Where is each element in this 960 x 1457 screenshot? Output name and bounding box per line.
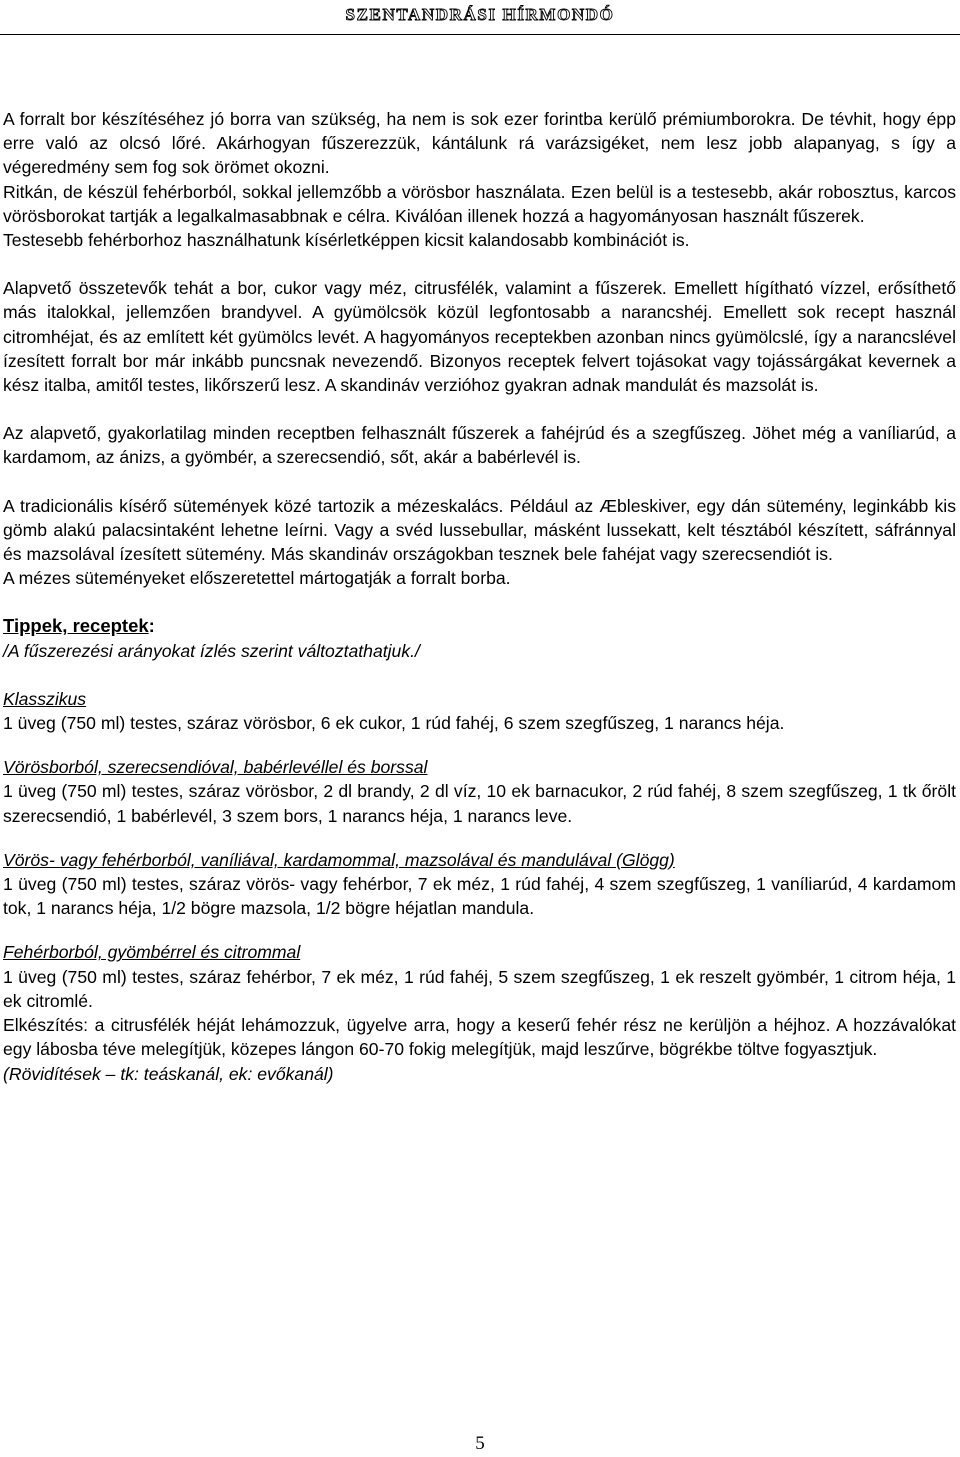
paragraph-white-wine-tip: Testesebb fehérborhoz használhatunk kísérletképpen kicsit kalandosabb kombinációt is. <box>3 230 690 251</box>
tips-note: /A fűszerezési arányokat ízlés szerint változtathatjuk./ <box>3 640 420 661</box>
newspaper-title: SZENTANDRÁSI HÍRMONDÓ <box>345 5 615 24</box>
paragraph-spices: Az alapvető, gyakorlatilag minden receptben felhasznált fűszerek a fahéjrúd és a szegfűszeg. Jöhet még a vaníliarúd, a kardamom, az ánizs, a gyömbér, a szerecsendió, sőt, akár a babérlevél is. <box>3 423 956 468</box>
header-divider <box>0 34 960 35</box>
recipe-ingredients-classic: 1 üveg (750 ml) testes, száraz vörösbor, 6 ek cukor, 1 rúd fahéj, 6 szem szegfűszeg, 1 narancs héja. <box>3 713 785 734</box>
recipe-title-nutmeg: Vörösborból, szerecsendióval, babérlevéllel és borssal <box>3 757 428 778</box>
page-number: 5 <box>475 1433 485 1454</box>
paragraph-pastries: A tradicionális kísérő sütemények közé tartozik a mézeskalács. Például az Æbleskiver, egy dán sütemény, leginkább kis gömb alakú palacsintaként lehetne leírni. Vagy a svéd lussebullar, másként lussekatt, kelt tésztából készített, sáfránnyal és mazsolával ízesített sütemény. Más skandináv országokban tesznek bele fahéjat vagy szerecsendiót is. <box>3 495 956 565</box>
recipe-title-ginger: Fehérborból, gyömbérrel és citrommal <box>3 942 301 963</box>
recipe-title-classic: Klasszikus <box>3 688 87 709</box>
paragraph-ingredients: Alapvető összetevők tehát a bor, cukor vagy méz, citrusfélék, valamint a fűszerek. Emellett hígítható vízzel, erősíthető más italokkal, jellemzően brandyvel. A gyümölcsök közül legfontosabb a narancshéj. Emellett sok recept használ citromhéjat, és az említett két gyümölcs levét. A hagyományos receptekben azonban nincs gyümölcslé, így a narancslével ízesített forralt bor már inkább puncsnak nevezendő. Bizonyos receptek felvert tojásokat vagy tojássárgákat kevernek a kész italba, amitől testes, likőrszerű lesz. A skandináv verzióhoz gyakran adnak mandulát és mazsolát is. <box>3 278 956 396</box>
paragraph-honey-cakes: A mézes süteményeket előszeretettel mártogatják a forralt borba. <box>3 568 511 589</box>
tips-heading <box>3 614 956 638</box>
recipe-title-glogg: Vörös- vagy fehérborból, vaníliával, kardamommal, mazsolával és mandulával (Glögg) <box>3 849 675 870</box>
recipe-ingredients-ginger: 1 üveg (750 ml) testes, száraz fehérbor, 7 ek méz, 1 rúd fahéj, 5 szem szegfűszeg, 1 ek reszelt gyömbér, 1 citrom héja, 1 ek citromlé. <box>3 966 956 1011</box>
abbreviations-note: (Rövidítések – tk: teáskanál, ek: evőkanál) <box>3 1063 334 1084</box>
recipe-ingredients-glogg: 1 üveg (750 ml) testes, száraz vörös- vagy fehérbor, 7 ek méz, 1 rúd fahéj, 4 szem szegfűszeg, 1 vaníliarúd, 4 kardamom tok, 1 narancs héja, 1/2 bögre mazsola, 1/2 bögre héjatlan mandula. <box>3 874 956 919</box>
paragraph-red-vs-white: Ritkán, de készül fehérborból, sokkal jellemzőbb a vörösbor használata. Ezen belül is a testesebb, akár robosztus, karcos vörösborokat tartják a legalkalmasabbnak e célra. Kiválóan illenek hozzá a hagyományosan használt fűszerek. <box>3 181 956 226</box>
tips-heading-colon: : <box>148 615 155 637</box>
article-body <box>3 107 956 1086</box>
paragraph-wine-quality: A forralt bor készítéséhez jó borra van szükség, ha nem is sok ezer forintba kerülő prémiumborokra. De tévhit, hogy épp erre való az olcsó lőré. Akárhogyan fűszerezzük, kántálunk rá varázsigéket, nem lesz jobb alapanyag, s így a végeredmény sem fog sok örömet okozni. <box>3 109 956 178</box>
recipe-ingredients-nutmeg: 1 üveg (750 ml) testes, száraz vörösbor, 2 dl brandy, 2 dl víz, 10 ek barnacukor, 2 rúd fahéj, 8 szem szegfűszeg, 1 tk őrölt szerecsendió, 1 babérlevél, 3 szem bors, 1 narancs héja, 1 narancs leve. <box>3 781 956 826</box>
preparation-instructions: Elkészítés: a citrusfélék héját lehámozzuk, ügyelve arra, hogy a keserű fehér rész ne kerüljön a héjhoz. A hozzávalókat egy lábosba téve melegítjük, közepes lángon 60-70 fokig melegítjük, majd leszűrve, bögrékbe töltve fogyasztjuk. <box>3 1015 956 1060</box>
tips-heading-text: Tippek, receptek <box>3 615 149 637</box>
